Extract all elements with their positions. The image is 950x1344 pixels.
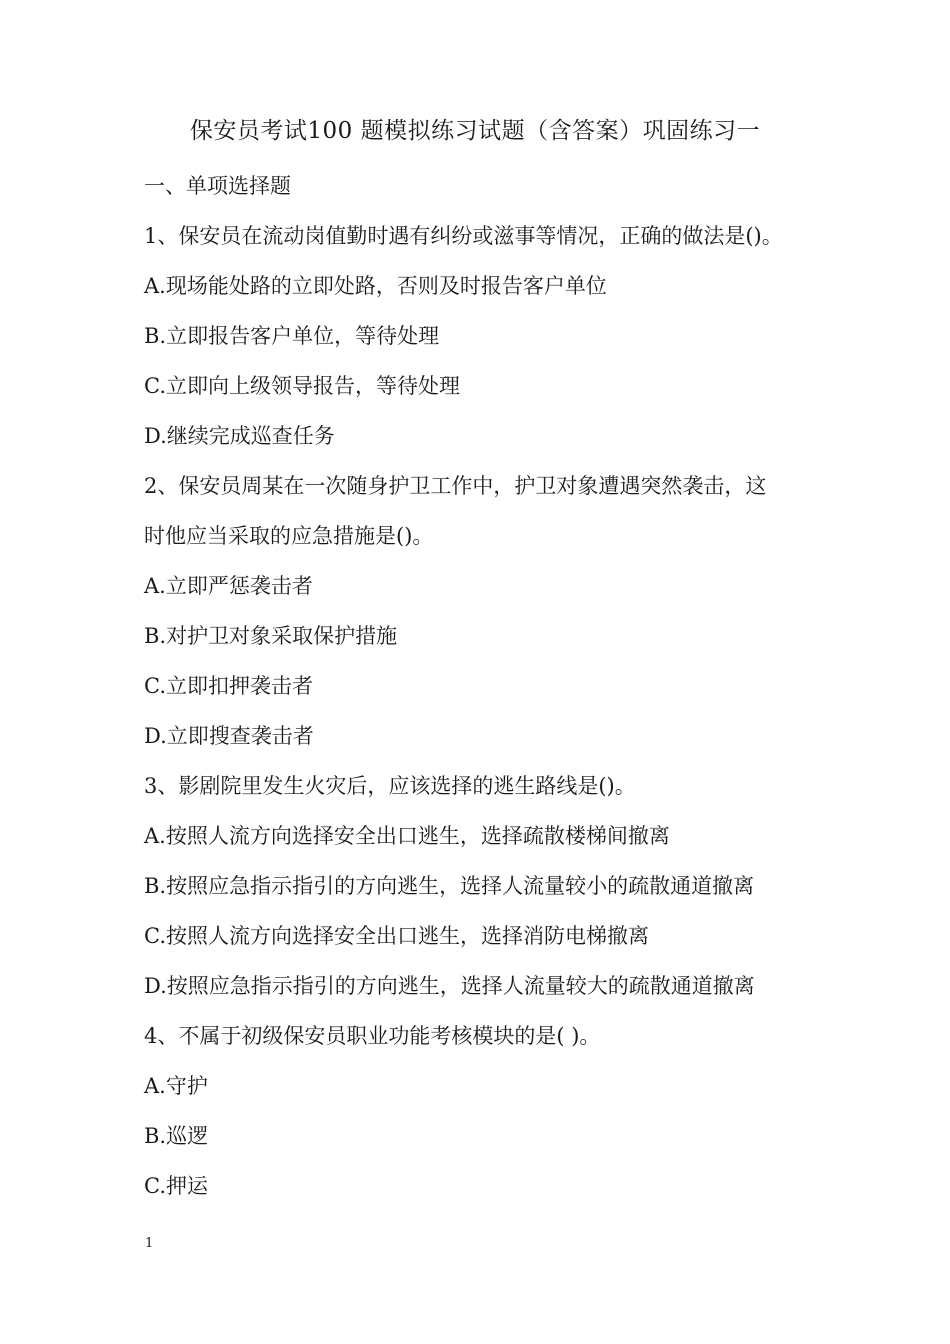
section-heading: 一、单项选择题 (144, 174, 291, 198)
question-3-option-a: A.按照人流方向选择安全出口逃生，选择疏散楼梯间撤离 (144, 824, 670, 848)
question-1-option-b: B.立即报告客户单位，等待处理 (144, 324, 440, 348)
question-2: 2、保安员周某在一次随身护卫工作中，护卫对象遭遇突然袭击，这 (144, 474, 767, 498)
question-3-option-c: C.按照人流方向选择安全出口逃生，选择消防电梯撤离 (144, 924, 649, 948)
question-4-option-b: B.巡逻 (144, 1124, 209, 1148)
question-1-option-a: A.现场能处路的立即处路，否则及时报告客户单位 (144, 274, 607, 298)
question-4-option-c: C.押运 (144, 1174, 208, 1198)
question-2-option-c: C.立即扣押袭击者 (144, 674, 313, 698)
question-2-option-b: B.对护卫对象采取保护措施 (144, 624, 398, 648)
document-title: 保安员考试100 题模拟练习试题（含答案）巩固练习一 (189, 118, 761, 144)
question-3-option-d: D.按照应急指示指引的方向逃生，选择人流量较大的疏散通道撤离 (144, 974, 755, 998)
question-2-continued: 时他应当采取的应急措施是()。 (144, 524, 434, 548)
question-3-option-b: B.按照应急指示指引的方向逃生，选择人流量较小的疏散通道撤离 (144, 874, 755, 898)
question-1-option-c: C.立即向上级领导报告，等待处理 (144, 374, 460, 398)
document-body (144, 168, 824, 1218)
question-3: 3、影剧院里发生火灾后，应该选择的逃生路线是()。 (144, 774, 636, 798)
question-2-option-a: A.立即严惩袭击者 (144, 574, 313, 598)
question-4: 4、不属于初级保安员职业功能考核模块的是( )。 (144, 1024, 601, 1048)
question-2-option-d: D.立即搜查袭击者 (144, 724, 314, 748)
question-1: 1、保安员在流动岗值勤时遇有纠纷或滋事等情况，正确的做法是()。 (144, 224, 783, 248)
question-1-option-d: D.继续完成巡查任务 (144, 424, 335, 448)
question-4-option-a: A.守护 (144, 1074, 208, 1098)
page-number: 1 (145, 1236, 154, 1251)
